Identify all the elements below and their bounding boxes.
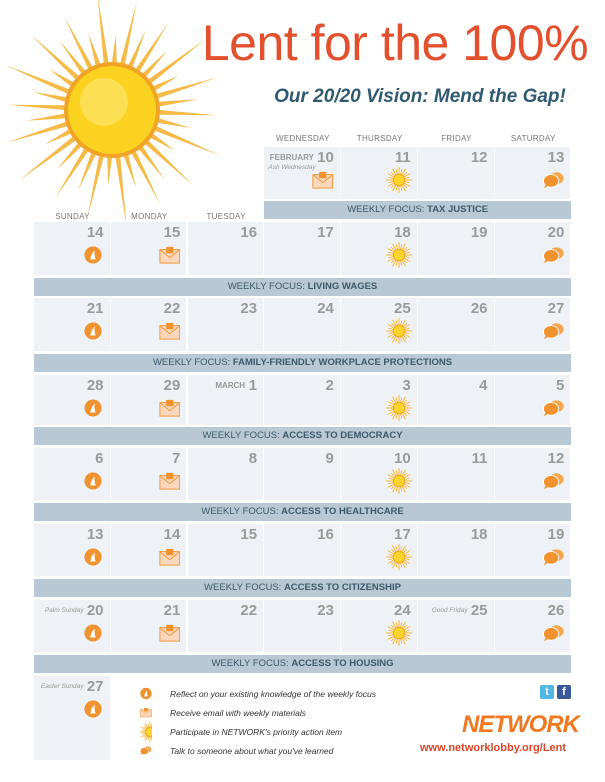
sun-icon — [386, 544, 412, 575]
focus-topic: ACCESS TO HOUSING — [291, 658, 394, 669]
observance-label: Palm Sunday — [44, 607, 84, 614]
calendar-day — [341, 375, 417, 425]
weekly-focus-bar — [34, 427, 571, 445]
email-icon — [159, 246, 181, 269]
day-number: 18 — [470, 526, 488, 543]
focus-prefix: WEEKLY FOCUS: — [347, 204, 428, 215]
calendar-day — [418, 222, 494, 275]
day-number: 11 — [394, 149, 411, 166]
calendar-day — [111, 298, 187, 351]
focus-prefix: WEEKLY FOCUS: — [227, 281, 308, 292]
calendar-day — [188, 222, 264, 275]
calendar-day — [34, 448, 110, 500]
day-number: 2 — [325, 377, 334, 394]
calendar-day — [418, 298, 494, 351]
day-number: 15 — [163, 224, 181, 241]
day-number: 25 — [394, 300, 411, 317]
sun-icon — [140, 722, 162, 742]
day-number: 1 — [248, 377, 258, 394]
observance-label: Ash Wednesday — [268, 164, 316, 171]
legend-item — [140, 741, 376, 760]
reflect-icon — [84, 472, 102, 495]
day-number: 12 — [547, 450, 565, 467]
calendar-day — [495, 222, 571, 275]
calendar-day — [264, 600, 340, 652]
email-icon — [312, 171, 334, 194]
weekly-focus-bar — [34, 503, 571, 521]
day-number: 6 — [95, 450, 104, 467]
day-number: 24 — [317, 300, 334, 317]
calendar-day — [34, 676, 110, 760]
day-number: 26 — [547, 602, 565, 619]
talk-icon — [543, 624, 565, 647]
talk-icon — [543, 322, 565, 345]
calendar-day — [495, 147, 571, 199]
calendar-day — [34, 524, 110, 576]
weekly-focus-bar — [264, 201, 571, 219]
email-icon — [159, 624, 181, 647]
email-icon — [159, 548, 181, 571]
sun-icon — [386, 318, 412, 349]
calendar-day — [188, 375, 264, 425]
legend-item — [140, 684, 376, 703]
day-of-week-header: WEDNESDAY — [276, 134, 330, 143]
day-of-week-header: SATURDAY — [510, 134, 556, 143]
legend-item — [140, 722, 376, 741]
day-number: 7 — [171, 450, 181, 467]
day-number: 21 — [86, 300, 104, 317]
sun-icon — [386, 620, 412, 651]
reflect-icon — [84, 624, 102, 647]
sun-icon — [386, 242, 412, 273]
day-number: 10 — [317, 149, 334, 166]
calendar-day — [341, 222, 417, 275]
weekly-focus-bar — [34, 655, 571, 673]
sun-icon — [386, 468, 412, 499]
legend-item — [140, 703, 376, 722]
calendar-day — [264, 375, 340, 425]
legend-text: Participate in NETWORK's priority action item — [170, 726, 343, 737]
focus-prefix: WEEKLY FOCUS: — [201, 506, 282, 517]
day-number: 14 — [163, 526, 181, 543]
day-number: 27 — [86, 678, 104, 695]
calendar-day — [495, 375, 571, 425]
focus-topic: ACCESS TO HEALTHCARE — [281, 506, 404, 517]
legend — [140, 684, 376, 760]
calendar-day — [418, 375, 494, 425]
sun-icon — [386, 395, 412, 426]
focus-prefix: WEEKLY FOCUS: — [202, 430, 283, 441]
calendar-day — [341, 147, 417, 199]
day-number: 17 — [394, 526, 411, 543]
day-number: 11 — [471, 450, 488, 467]
day-number: 13 — [86, 526, 104, 543]
legend-text: Talk to someone about what you've learned — [170, 745, 334, 756]
talk-icon — [543, 171, 565, 194]
calendar-day — [264, 222, 340, 275]
calendar-day — [264, 147, 340, 199]
calendar-day — [418, 524, 494, 576]
day-of-week-header: SUNDAY — [55, 212, 90, 221]
weekly-focus-bar — [34, 354, 571, 372]
day-number: 20 — [86, 602, 104, 619]
email-icon — [159, 399, 181, 422]
day-number: 21 — [163, 602, 181, 619]
calendar-day — [495, 600, 571, 652]
reflect-icon — [140, 686, 162, 701]
day-number: 26 — [470, 300, 488, 317]
email-icon — [140, 705, 162, 720]
day-number: 25 — [470, 602, 488, 619]
focus-prefix: WEEKLY FOCUS: — [211, 658, 292, 669]
reflect-icon — [84, 700, 102, 723]
calendar-day — [495, 524, 571, 576]
calendar-day — [188, 298, 264, 351]
day-number: 15 — [240, 526, 258, 543]
focus-prefix: WEEKLY FOCUS: — [204, 582, 284, 593]
day-number: 22 — [163, 300, 181, 317]
day-number: 14 — [86, 224, 104, 241]
focus-topic: FAMILY-FRIENDLY WORKPLACE PROTECTIONS — [232, 357, 453, 368]
day-number: 16 — [240, 224, 258, 241]
day-number: 3 — [402, 377, 411, 394]
calendar-day — [264, 524, 340, 576]
calendar-day — [495, 298, 571, 351]
calendar-day — [341, 524, 417, 576]
calendar-day — [264, 448, 340, 500]
calendar-day — [111, 448, 187, 500]
day-number: 20 — [547, 224, 565, 241]
calendar-day — [264, 298, 340, 351]
reflect-icon — [84, 548, 102, 571]
talk-icon — [543, 472, 565, 495]
calendar-day — [111, 375, 187, 425]
day-number: 24 — [394, 602, 411, 619]
observance-label: Good Friday — [431, 607, 468, 614]
calendar-day — [188, 600, 264, 652]
day-number: 5 — [555, 377, 565, 394]
calendar-day — [188, 448, 264, 500]
day-number: 9 — [325, 450, 334, 467]
calendar-day — [418, 600, 494, 652]
email-icon — [159, 322, 181, 345]
day-of-week-header: THURSDAY — [356, 134, 403, 143]
day-number: 28 — [86, 377, 104, 394]
talk-icon — [543, 548, 565, 571]
email-icon — [159, 472, 181, 495]
calendar-day — [495, 448, 571, 500]
website-link[interactable]: www.networklobby.org/Lent — [420, 742, 567, 754]
calendar-day — [418, 147, 494, 199]
page-subtitle: Our 20/20 Vision: Mend the Gap! — [274, 86, 566, 107]
weekly-focus-bar — [34, 278, 571, 296]
calendar-day — [111, 524, 187, 576]
facebook-icon[interactable]: f — [557, 685, 571, 699]
month-label: FEBRUARY — [269, 153, 314, 162]
calendar-day — [111, 600, 187, 652]
legend-text: Reflect on your existing knowledge of the weekly focus — [170, 688, 377, 699]
focus-topic: ACCESS TO CITIZENSHIP — [283, 582, 401, 593]
page-title: Lent for the 100% — [201, 15, 589, 71]
day-number: 8 — [248, 450, 258, 467]
calendar-day — [341, 448, 417, 500]
day-number: 12 — [470, 149, 488, 166]
day-number: 4 — [479, 377, 488, 394]
network-logo: NETWORK — [462, 711, 579, 738]
focus-topic: ACCESS TO DEMOCRACY — [282, 430, 403, 441]
talk-icon — [543, 246, 565, 269]
day-number: 19 — [547, 526, 565, 543]
day-number: 10 — [394, 450, 411, 467]
reflect-icon — [84, 322, 102, 345]
calendar-day — [34, 375, 110, 425]
talk-icon — [543, 399, 565, 422]
weekly-focus-bar — [34, 579, 571, 597]
day-number: 22 — [240, 602, 258, 619]
calendar-day — [341, 298, 417, 351]
day-number: 16 — [317, 526, 334, 543]
calendar-day — [418, 448, 494, 500]
calendar-day — [34, 600, 110, 652]
day-of-week-header: TUESDAY — [206, 212, 246, 221]
day-number: 17 — [317, 224, 334, 241]
talk-icon — [140, 743, 162, 758]
focus-topic: LIVING WAGES — [307, 281, 378, 292]
sun-icon — [386, 167, 412, 198]
focus-prefix: WEEKLY FOCUS: — [152, 357, 233, 368]
big-sun-icon — [0, 0, 230, 220]
day-number: 27 — [547, 300, 565, 317]
calendar-day — [188, 524, 264, 576]
day-number: 29 — [163, 377, 181, 394]
twitter-icon[interactable]: t — [540, 685, 554, 699]
calendar-day — [34, 298, 110, 351]
reflect-icon — [84, 246, 102, 269]
calendar-day — [111, 222, 187, 275]
reflect-icon — [84, 399, 102, 422]
observance-label: Easter Sunday — [40, 683, 84, 690]
day-of-week-header: MONDAY — [131, 212, 168, 221]
day-number: 18 — [394, 224, 411, 241]
legend-text: Receive email with weekly materials — [170, 707, 307, 718]
calendar-day — [34, 222, 110, 275]
calendar-day — [341, 600, 417, 652]
day-number: 23 — [240, 300, 258, 317]
day-number: 23 — [317, 602, 334, 619]
focus-topic: TAX JUSTICE — [427, 204, 489, 215]
day-of-week-header: FRIDAY — [441, 134, 472, 143]
day-number: 19 — [470, 224, 488, 241]
day-number: 13 — [547, 149, 565, 166]
month-label: MARCH — [215, 381, 246, 390]
